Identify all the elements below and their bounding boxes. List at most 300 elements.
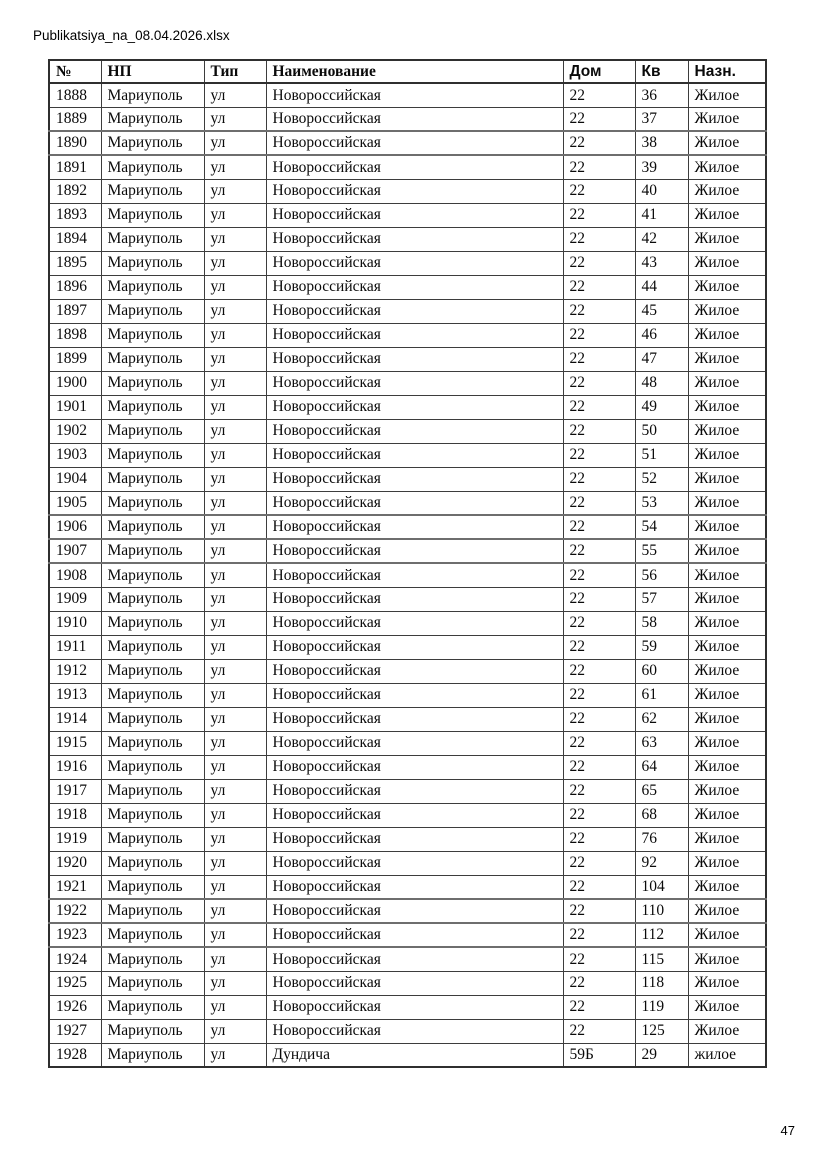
table-row: [49, 587, 766, 611]
cell-kv: 40: [635, 179, 688, 203]
cell-np: Мариуполь: [101, 851, 204, 875]
table-row: [49, 875, 766, 899]
table-row: [49, 635, 766, 659]
cell-dom: 22: [563, 491, 635, 515]
cell-num: 1892: [49, 179, 101, 203]
cell-num: 1919: [49, 827, 101, 851]
cell-np: Мариуполь: [101, 947, 204, 971]
cell-np: Мариуполь: [101, 299, 204, 323]
cell-kv: 125: [635, 1019, 688, 1043]
table-row: [49, 419, 766, 443]
cell-tip: ул: [204, 875, 266, 899]
cell-name: Новороссийская: [266, 659, 563, 683]
table-row: [49, 131, 766, 155]
cell-dom: 22: [563, 107, 635, 131]
cell-dom: 22: [563, 899, 635, 923]
cell-dom: 22: [563, 779, 635, 803]
cell-kv: 118: [635, 971, 688, 995]
cell-name: Новороссийская: [266, 707, 563, 731]
cell-dom: 59Б: [563, 1043, 635, 1067]
cell-name: Новороссийская: [266, 899, 563, 923]
cell-nazn: жилое: [688, 1043, 766, 1067]
cell-num: 1901: [49, 395, 101, 419]
cell-name: Новороссийская: [266, 1019, 563, 1043]
cell-np: Мариуполь: [101, 899, 204, 923]
cell-num: 1907: [49, 539, 101, 563]
column-header-nazn: Назн.: [688, 60, 766, 83]
cell-nazn: Жилое: [688, 851, 766, 875]
table-row: [49, 83, 766, 107]
table-row: [49, 203, 766, 227]
column-header-kv: Кв: [635, 60, 688, 83]
cell-tip: ул: [204, 323, 266, 347]
cell-np: Мариуполь: [101, 347, 204, 371]
cell-np: Мариуполь: [101, 419, 204, 443]
cell-np: Мариуполь: [101, 467, 204, 491]
cell-nazn: Жилое: [688, 395, 766, 419]
cell-np: Мариуполь: [101, 659, 204, 683]
table-row: [49, 923, 766, 947]
cell-nazn: Жилое: [688, 875, 766, 899]
cell-dom: 22: [563, 395, 635, 419]
table-row: [49, 515, 766, 539]
cell-name: Новороссийская: [266, 179, 563, 203]
cell-name: Новороссийская: [266, 587, 563, 611]
cell-tip: ул: [204, 299, 266, 323]
cell-nazn: Жилое: [688, 107, 766, 131]
cell-np: Мариуполь: [101, 587, 204, 611]
cell-name: Новороссийская: [266, 227, 563, 251]
cell-num: 1906: [49, 515, 101, 539]
table-row: [49, 659, 766, 683]
table-row: [49, 563, 766, 587]
table-row: [49, 323, 766, 347]
cell-nazn: Жилое: [688, 1019, 766, 1043]
cell-nazn: Жилое: [688, 491, 766, 515]
cell-tip: ул: [204, 563, 266, 587]
cell-tip: ул: [204, 899, 266, 923]
cell-num: 1928: [49, 1043, 101, 1067]
cell-kv: 64: [635, 755, 688, 779]
cell-np: Мариуполь: [101, 1043, 204, 1067]
cell-tip: ул: [204, 275, 266, 299]
cell-name: Новороссийская: [266, 275, 563, 299]
cell-dom: 22: [563, 971, 635, 995]
cell-tip: ул: [204, 659, 266, 683]
cell-dom: 22: [563, 323, 635, 347]
cell-dom: 22: [563, 875, 635, 899]
cell-nazn: Жилое: [688, 275, 766, 299]
cell-nazn: Жилое: [688, 683, 766, 707]
cell-dom: 22: [563, 419, 635, 443]
document-title: Publikatsiya_na_08.04.2026.xlsx: [33, 28, 230, 43]
cell-nazn: Жилое: [688, 827, 766, 851]
table-row: [49, 179, 766, 203]
table-row: [49, 947, 766, 971]
cell-kv: 112: [635, 923, 688, 947]
cell-num: 1927: [49, 1019, 101, 1043]
cell-kv: 54: [635, 515, 688, 539]
cell-name: Новороссийская: [266, 323, 563, 347]
cell-tip: ул: [204, 251, 266, 275]
cell-num: 1899: [49, 347, 101, 371]
cell-kv: 46: [635, 323, 688, 347]
cell-num: 1900: [49, 371, 101, 395]
cell-tip: ул: [204, 203, 266, 227]
cell-name: Новороссийская: [266, 395, 563, 419]
cell-np: Мариуполь: [101, 275, 204, 299]
cell-name: Новороссийская: [266, 347, 563, 371]
cell-kv: 104: [635, 875, 688, 899]
table-row: [49, 251, 766, 275]
cell-nazn: Жилое: [688, 635, 766, 659]
cell-num: 1905: [49, 491, 101, 515]
table-row: [49, 899, 766, 923]
cell-num: 1893: [49, 203, 101, 227]
table-row: [49, 707, 766, 731]
cell-name: Новороссийская: [266, 155, 563, 179]
cell-tip: ул: [204, 683, 266, 707]
column-header-dom: Дом: [563, 60, 635, 83]
cell-num: 1926: [49, 995, 101, 1019]
cell-nazn: Жилое: [688, 947, 766, 971]
cell-dom: 22: [563, 131, 635, 155]
cell-kv: 51: [635, 443, 688, 467]
table-row: [49, 827, 766, 851]
cell-num: 1909: [49, 587, 101, 611]
cell-name: Новороссийская: [266, 299, 563, 323]
cell-np: Мариуполь: [101, 827, 204, 851]
cell-nazn: Жилое: [688, 755, 766, 779]
cell-tip: ул: [204, 779, 266, 803]
table-row: [49, 539, 766, 563]
cell-num: 1912: [49, 659, 101, 683]
cell-nazn: Жилое: [688, 155, 766, 179]
cell-tip: ул: [204, 515, 266, 539]
table-row: [49, 155, 766, 179]
cell-tip: ул: [204, 827, 266, 851]
cell-dom: 22: [563, 851, 635, 875]
cell-num: 1898: [49, 323, 101, 347]
cell-dom: 22: [563, 611, 635, 635]
cell-tip: ул: [204, 371, 266, 395]
cell-nazn: Жилое: [688, 515, 766, 539]
cell-np: Мариуполь: [101, 539, 204, 563]
cell-name: Новороссийская: [266, 995, 563, 1019]
cell-num: 1888: [49, 83, 101, 107]
cell-np: Мариуполь: [101, 755, 204, 779]
cell-nazn: Жилое: [688, 83, 766, 107]
cell-num: 1889: [49, 107, 101, 131]
cell-nazn: Жилое: [688, 563, 766, 587]
cell-tip: ул: [204, 131, 266, 155]
cell-nazn: Жилое: [688, 899, 766, 923]
addresses-table: [48, 59, 767, 1068]
cell-name: Новороссийская: [266, 131, 563, 155]
cell-np: Мариуполь: [101, 563, 204, 587]
cell-name: Новороссийская: [266, 635, 563, 659]
cell-dom: 22: [563, 563, 635, 587]
cell-kv: 59: [635, 635, 688, 659]
cell-name: Новороссийская: [266, 875, 563, 899]
cell-dom: 22: [563, 203, 635, 227]
cell-kv: 60: [635, 659, 688, 683]
cell-nazn: Жилое: [688, 587, 766, 611]
cell-dom: 22: [563, 227, 635, 251]
cell-nazn: Жилое: [688, 227, 766, 251]
cell-np: Мариуполь: [101, 107, 204, 131]
cell-dom: 22: [563, 1019, 635, 1043]
cell-name: Новороссийская: [266, 755, 563, 779]
cell-np: Мариуполь: [101, 227, 204, 251]
cell-name: Новороссийская: [266, 611, 563, 635]
cell-np: Мариуполь: [101, 779, 204, 803]
cell-nazn: Жилое: [688, 323, 766, 347]
cell-kv: 49: [635, 395, 688, 419]
table-row: [49, 731, 766, 755]
cell-nazn: Жилое: [688, 779, 766, 803]
cell-num: 1918: [49, 803, 101, 827]
cell-nazn: Жилое: [688, 803, 766, 827]
cell-kv: 56: [635, 563, 688, 587]
table-row: [49, 107, 766, 131]
cell-name: Новороссийская: [266, 947, 563, 971]
cell-num: 1923: [49, 923, 101, 947]
table-row: [49, 683, 766, 707]
cell-num: 1922: [49, 899, 101, 923]
cell-np: Мариуполь: [101, 923, 204, 947]
cell-kv: 39: [635, 155, 688, 179]
cell-dom: 22: [563, 659, 635, 683]
table-row: [49, 491, 766, 515]
cell-nazn: Жилое: [688, 971, 766, 995]
cell-np: Мариуполь: [101, 1019, 204, 1043]
cell-name: Новороссийская: [266, 491, 563, 515]
column-header-name: Наименование: [266, 60, 563, 83]
cell-tip: ул: [204, 707, 266, 731]
cell-tip: ул: [204, 851, 266, 875]
cell-np: Мариуполь: [101, 395, 204, 419]
cell-kv: 62: [635, 707, 688, 731]
cell-np: Мариуполь: [101, 491, 204, 515]
cell-tip: ул: [204, 539, 266, 563]
cell-kv: 57: [635, 587, 688, 611]
table-row: [49, 971, 766, 995]
cell-tip: ул: [204, 419, 266, 443]
table-row: [49, 803, 766, 827]
cell-name: Новороссийская: [266, 539, 563, 563]
table-row: [49, 467, 766, 491]
cell-nazn: Жилое: [688, 611, 766, 635]
cell-tip: ул: [204, 587, 266, 611]
cell-kv: 92: [635, 851, 688, 875]
table-row: [49, 275, 766, 299]
table-row: [49, 1043, 766, 1067]
cell-tip: ул: [204, 1043, 266, 1067]
cell-name: Новороссийская: [266, 803, 563, 827]
cell-name: Новороссийская: [266, 251, 563, 275]
cell-nazn: Жилое: [688, 299, 766, 323]
table-row: [49, 995, 766, 1019]
cell-dom: 22: [563, 755, 635, 779]
cell-nazn: Жилое: [688, 443, 766, 467]
cell-nazn: Жилое: [688, 371, 766, 395]
cell-name: Новороссийская: [266, 683, 563, 707]
cell-dom: 22: [563, 947, 635, 971]
table-row: [49, 347, 766, 371]
cell-kv: 42: [635, 227, 688, 251]
cell-name: Дундича: [266, 1043, 563, 1067]
cell-kv: 53: [635, 491, 688, 515]
cell-nazn: Жилое: [688, 707, 766, 731]
cell-dom: 22: [563, 995, 635, 1019]
cell-np: Мариуполь: [101, 995, 204, 1019]
cell-np: Мариуполь: [101, 83, 204, 107]
cell-kv: 44: [635, 275, 688, 299]
cell-np: Мариуполь: [101, 875, 204, 899]
cell-np: Мариуполь: [101, 971, 204, 995]
cell-nazn: Жилое: [688, 731, 766, 755]
cell-np: Мариуполь: [101, 611, 204, 635]
cell-kv: 115: [635, 947, 688, 971]
cell-np: Мариуполь: [101, 515, 204, 539]
cell-name: Новороссийская: [266, 419, 563, 443]
cell-kv: 37: [635, 107, 688, 131]
cell-np: Мариуполь: [101, 203, 204, 227]
cell-kv: 52: [635, 467, 688, 491]
cell-nazn: Жилое: [688, 539, 766, 563]
cell-np: Мариуполь: [101, 323, 204, 347]
cell-kv: 68: [635, 803, 688, 827]
cell-num: 1891: [49, 155, 101, 179]
cell-dom: 22: [563, 443, 635, 467]
cell-name: Новороссийская: [266, 971, 563, 995]
cell-kv: 63: [635, 731, 688, 755]
cell-dom: 22: [563, 587, 635, 611]
cell-np: Мариуполь: [101, 635, 204, 659]
cell-num: 1916: [49, 755, 101, 779]
cell-num: 1925: [49, 971, 101, 995]
cell-num: 1895: [49, 251, 101, 275]
table-body: [49, 83, 766, 1067]
cell-tip: ул: [204, 803, 266, 827]
cell-dom: 22: [563, 635, 635, 659]
cell-num: 1894: [49, 227, 101, 251]
cell-kv: 29: [635, 1043, 688, 1067]
cell-nazn: Жилое: [688, 467, 766, 491]
cell-name: Новороссийская: [266, 83, 563, 107]
column-header-num: №: [49, 60, 101, 83]
cell-dom: 22: [563, 299, 635, 323]
cell-dom: 22: [563, 683, 635, 707]
cell-name: Новороссийская: [266, 827, 563, 851]
cell-np: Мариуполь: [101, 443, 204, 467]
table-row: [49, 299, 766, 323]
table-row: [49, 755, 766, 779]
cell-np: Мариуполь: [101, 731, 204, 755]
table-row: [49, 443, 766, 467]
cell-np: Мариуполь: [101, 803, 204, 827]
cell-num: 1915: [49, 731, 101, 755]
cell-tip: ул: [204, 635, 266, 659]
table-row: [49, 779, 766, 803]
cell-num: 1914: [49, 707, 101, 731]
cell-num: 1902: [49, 419, 101, 443]
cell-kv: 36: [635, 83, 688, 107]
cell-tip: ул: [204, 467, 266, 491]
cell-kv: 50: [635, 419, 688, 443]
cell-tip: ул: [204, 947, 266, 971]
cell-kv: 119: [635, 995, 688, 1019]
cell-dom: 22: [563, 275, 635, 299]
cell-nazn: Жилое: [688, 251, 766, 275]
cell-num: 1903: [49, 443, 101, 467]
table-row: [49, 611, 766, 635]
cell-name: Новороссийская: [266, 923, 563, 947]
cell-kv: 38: [635, 131, 688, 155]
cell-tip: ул: [204, 227, 266, 251]
cell-num: 1896: [49, 275, 101, 299]
cell-dom: 22: [563, 923, 635, 947]
column-header-tip: Тип: [204, 60, 266, 83]
cell-num: 1908: [49, 563, 101, 587]
cell-dom: 22: [563, 83, 635, 107]
cell-kv: 48: [635, 371, 688, 395]
cell-np: Мариуполь: [101, 371, 204, 395]
cell-kv: 76: [635, 827, 688, 851]
cell-np: Мариуполь: [101, 707, 204, 731]
cell-name: Новороссийская: [266, 851, 563, 875]
cell-name: Новороссийская: [266, 107, 563, 131]
cell-nazn: Жилое: [688, 203, 766, 227]
cell-tip: ул: [204, 83, 266, 107]
cell-nazn: Жилое: [688, 995, 766, 1019]
cell-num: 1917: [49, 779, 101, 803]
cell-dom: 22: [563, 155, 635, 179]
cell-tip: ул: [204, 179, 266, 203]
cell-nazn: Жилое: [688, 347, 766, 371]
cell-num: 1897: [49, 299, 101, 323]
cell-dom: 22: [563, 827, 635, 851]
table-row: [49, 227, 766, 251]
cell-kv: 65: [635, 779, 688, 803]
cell-tip: ул: [204, 731, 266, 755]
cell-kv: 45: [635, 299, 688, 323]
cell-num: 1924: [49, 947, 101, 971]
page-number: 47: [780, 1123, 795, 1138]
cell-dom: 22: [563, 539, 635, 563]
cell-tip: ул: [204, 107, 266, 131]
cell-name: Новороссийская: [266, 443, 563, 467]
cell-dom: 22: [563, 371, 635, 395]
cell-np: Мариуполь: [101, 155, 204, 179]
cell-num: 1904: [49, 467, 101, 491]
cell-num: 1920: [49, 851, 101, 875]
cell-kv: 110: [635, 899, 688, 923]
cell-tip: ул: [204, 347, 266, 371]
table-header-row: [49, 60, 766, 83]
cell-name: Новороссийская: [266, 467, 563, 491]
cell-tip: ул: [204, 971, 266, 995]
cell-dom: 22: [563, 467, 635, 491]
cell-num: 1911: [49, 635, 101, 659]
cell-num: 1913: [49, 683, 101, 707]
cell-kv: 58: [635, 611, 688, 635]
cell-np: Мариуполь: [101, 251, 204, 275]
cell-name: Новороссийская: [266, 779, 563, 803]
cell-num: 1910: [49, 611, 101, 635]
cell-nazn: Жилое: [688, 659, 766, 683]
